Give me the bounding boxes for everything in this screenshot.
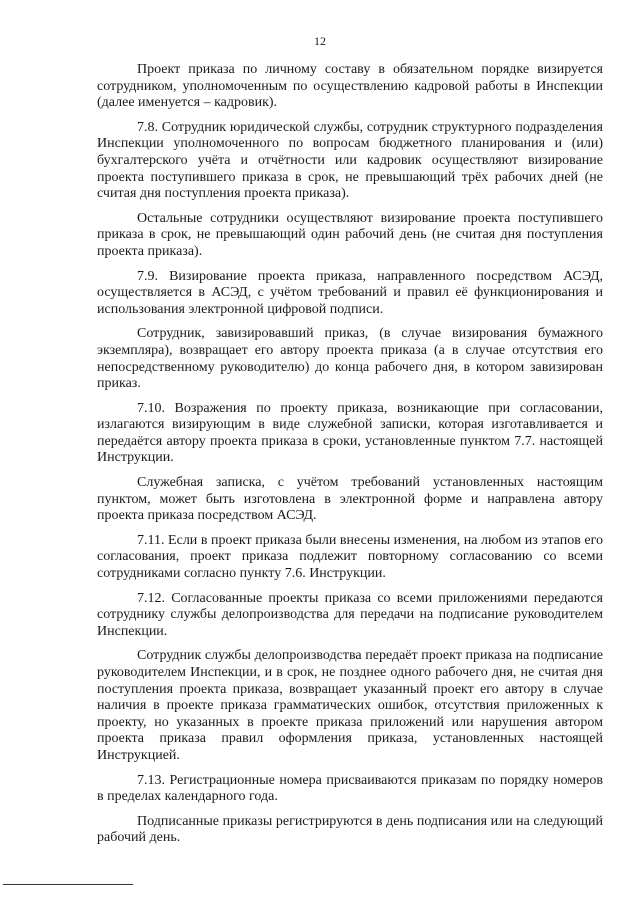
paragraph: 7.8. Сотрудник юридической службы, сотрудник структурного подразделения Инспекции уполномоченного по вопросам бюджетного планирования и (или) бухгалтерского учёта и отчётности или кадровик осуществляют визирование проекта поступившего приказа в срок, не превышающий трёх рабочих дней (не считая дня поступления проекта приказа). xyxy=(97,119,603,202)
paragraph: Подписанные приказы регистрируются в день подписания или на следующий рабочий день. xyxy=(97,813,603,846)
page-number: 12 xyxy=(314,34,326,48)
paragraph: Остальные сотрудники осуществляют визирование проекта поступившего приказа в срок, не превышающий один рабочий день (не считая дня поступления проекта приказа). xyxy=(97,210,603,259)
paragraph: 7.11. Если в проект приказа были внесены изменения, на любом из этапов его согласования, проект приказа подлежит повторному согласованию со всеми сотрудниками согласно пункту 7.6. Инструкции. xyxy=(97,532,603,582)
paragraph: Сотрудник, завизировавший приказ, (в случае визирования бумажного экземпляра), возвращает его автору проекта приказа (а в случае отсутствия его непосредственному руководителю) до конца рабочего дня, в котором завизирован приказ. xyxy=(97,326,603,392)
paragraph: 7.12. Согласованные проекты приказа со всеми приложениями передаются сотруднику службы делопроизводства для передачи на подписание руководителем Инспекции. xyxy=(97,590,603,639)
paragraph: 7.9. Визирование проекта приказа, направленного посредством АСЭД, осуществляется в АСЭД, с учётом требований и правил её функционирования и использования электронной цифровой подписи. xyxy=(97,268,603,317)
paragraph: Служебная записка, с учётом требований установленных настоящим пунктом, может быть изготовлена в электронной форме и направлена автору проекта приказа посредством АСЭД. xyxy=(97,475,603,524)
footnote-separator xyxy=(3,884,133,885)
paragraph: Проект приказа по личному составу в обязательном порядке визируется сотрудником, уполномоченным по осуществлению кадровой работы в Инспекции (далее именуется – кадровик). xyxy=(97,62,603,111)
paragraph: Сотрудник службы делопроизводства передаёт проект приказа на подписание руководителем Инспекции, и в срок, не позднее одного рабочего дня, не считая дня поступления проекта приказа, возвращает указанный проект его автору в случае наличия в проекте приказа грамматических ошибок, отсутствия приложенных к проекту, но указанных в проекте приказа приложений или нарушения автором проекта приказа правил оформления приказа, установленных настоящей Инструкцией. xyxy=(97,648,603,763)
paragraph: 7.13. Регистрационные номера присваиваются приказам по порядку номеров в пределах календарного года. xyxy=(97,772,603,805)
paragraph: 7.10. Возражения по проекту приказа, возникающие при согласовании, излагаются визирующим в виде служебной записки, которая изготавливается и передаётся автору проекта приказа в сроки, установленные пунктом 7.7. настоящей Инструкции. xyxy=(97,400,603,466)
document-body xyxy=(97,62,603,855)
